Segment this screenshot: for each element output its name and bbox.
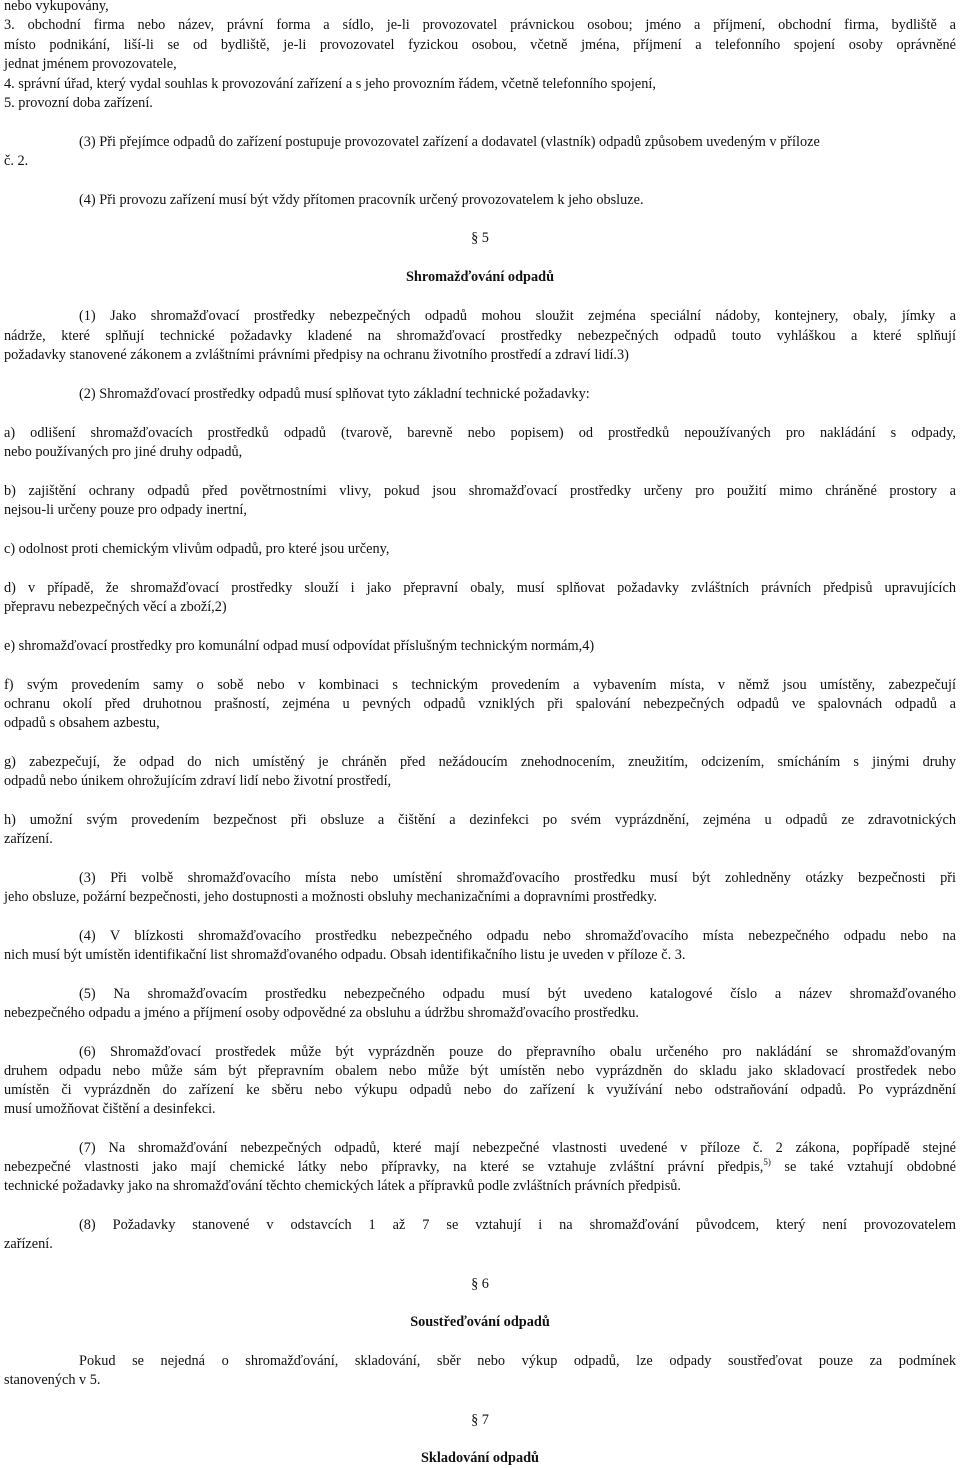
paragraph-line: (4) Při provozu zařízení musí být vždy přítomen pracovník určený provozovatelem k jeho obsluze. xyxy=(79,192,644,208)
list-item-line: g) zabezpečují, že odpad do nich umístěný je chráněn před nežádoucím znehodnocením, zneužitím, odcizením, smícháním s jinými druhy xyxy=(4,754,956,770)
paragraph-line: jeho obsluze, požární bezpečnosti, jeho dostupnosti a možnosti obsluhy mechanizačními a dopravními prostředky. xyxy=(4,889,658,905)
list-item-line: ochranu okolí před druhotnou prašností, zejména u pevných odpadů vzniklých při spalování nebezpečných odpadů ve spalovnách odpadů a xyxy=(4,696,956,712)
list-item-line: odpadů nebo únikem ohrožujícím zdraví lidí nebo životní prostředí, xyxy=(4,773,392,789)
list-line: jednat jménem provozovatele, xyxy=(4,56,177,72)
paragraph-line: požadavky stanovené zákonem a zvláštními právními předpisy na ochranu životního prostředí a zdraví lidí.3) xyxy=(4,347,629,363)
paragraph-line: (4) V blízkosti shromažďovacího prostředku nebezpečného odpadu nebo shromažďovacího místa nebezpečného odpadu nebo na xyxy=(79,928,956,944)
paragraph-line: nich musí být umístěn identifikační list shromažďovaného odpadu. Obsah identifikačního listu je uveden v příloze č. 3. xyxy=(4,947,686,963)
section-title: Skladování odpadů xyxy=(420,1450,540,1466)
list-item-line: a) odlišení shromažďovacích prostředků odpadů (tvarově, barevně nebo popisem) od prostředků nepoužívaných pro nakládání s odpady, xyxy=(4,425,956,441)
paragraph-line: stanovených v 5. xyxy=(4,1372,101,1388)
paragraph-line xyxy=(4,1158,956,1177)
paragraph-line: (3) Při volbě shromažďovacího místa nebo umístění shromažďovacího prostředku musí být zohledněny otázky bezpečnosti při xyxy=(79,870,956,886)
section-number: § 5 xyxy=(471,230,489,246)
list-item-line: c) odolnost proti chemickým vlivům odpadů, pro které jsou určeny, xyxy=(4,541,390,557)
paragraph-line: (7) Na shromažďování nebezpečných odpadů, které mají nebezpečné vlastnosti uvedené v příloze č. 2 zákona, popřípadě stejné xyxy=(79,1140,956,1156)
list-item-line: přepravu nebezpečných věcí a zboží,2) xyxy=(4,599,227,615)
list-item-line: e) shromažďovací prostředky pro komunální odpad musí odpovídat příslušným technickým normám,4) xyxy=(4,638,595,654)
paragraph-line: nádrže, které splňují technické požadavky kladené na shromažďovací prostředky nebezpečných odpadů touto vyhláškou a které splňují xyxy=(4,328,956,344)
paragraph-line: druhem odpadu nebo může sám být přepravním obalem nebo může být umístěn nebo vyprázdněn do skladu jako skladovací prostředek nebo xyxy=(4,1063,956,1079)
list-line: nebo vykupovány, xyxy=(4,0,109,14)
paragraph-text: se také vztahují obdobné xyxy=(770,1159,956,1175)
paragraph-line: č. 2. xyxy=(4,153,29,169)
section-number: § 7 xyxy=(471,1412,489,1428)
list-item-line: b) zajištění ochrany odpadů před povětrnostními vlivy, pokud jsou shromažďovací prostředky určeny pro použití mimo chráněné prostory a xyxy=(4,483,956,499)
paragraph-line: (5) Na shromažďovacím prostředku nebezpečného odpadu musí být uvedeno katalogové číslo a název shromažďovaného xyxy=(79,986,956,1002)
list-item-line: nebo používaných pro jiné druhy odpadů, xyxy=(4,444,243,460)
paragraph-line: Pokud se nejedná o shromažďování, skladování, sběr nebo výkup odpadů, lze odpady soustřeďovat pouze za podmínek xyxy=(79,1353,956,1369)
paragraph-line: (2) Shromažďovací prostředky odpadů musí splňovat tyto základní technické požadavky: xyxy=(79,386,590,402)
list-item-line: h) umožní svým provedením bezpečnost při obsluze a čištění a dezinfekci po svém vyprázdnění, zejména u odpadů ze zdravotnických xyxy=(4,812,956,828)
section-title: Shromažďování odpadů xyxy=(405,269,555,285)
list-item-line: nejsou-li určeny pouze pro odpady inertní, xyxy=(4,502,247,518)
list-line: 4. správní úřad, který vydal souhlas k provozování zařízení a s jeho provozním řádem, včetně telefonního spojení, xyxy=(4,76,656,92)
paragraph-line: (3) Při přejímce odpadů do zařízení postupuje provozovatel zařízení a dodavatel (vlastník) odpadů způsobem uvedeným v příloze xyxy=(79,134,820,150)
footnote-ref: 5) xyxy=(763,1157,771,1168)
list-item-line: f) svým provedením samy o sobě nebo v kombinaci s technickým provedením a vybavením místa, v němž jsou umístěny, zabezpečují xyxy=(4,677,956,693)
paragraph-line: nebezpečného odpadu a jméno a příjmení osoby odpovědné za obsluhu a údržbu shromažďovacího prostředku. xyxy=(4,1005,639,1021)
list-item-line: zařízení. xyxy=(4,831,53,847)
list-item-line: d) v případě, že shromažďovací prostředky slouží i jako přepravní obaly, musí splňovat požadavky zvláštních právních předpisů upravujících xyxy=(4,580,956,596)
list-line: 3. obchodní firma nebo název, právní forma a sídlo, je-li provozovatel právnickou osobou; jméno a příjmení, obchodní firma, bydliště a xyxy=(4,17,956,33)
paragraph-line: (6) Shromažďovací prostředek může být vyprázdněn pouze do přepravního obalu určeného pro nakládání se shromažďovaným xyxy=(79,1044,956,1060)
paragraph-line: (1) Jako shromažďovací prostředky nebezpečných odpadů mohou sloužit zejména speciální nádoby, kontejnery, obaly, jímky a xyxy=(79,308,956,324)
paragraph-line: (8) Požadavky stanovené v odstavcích 1 až 7 se vztahují i na shromažďování původcem, který není provozovatelem xyxy=(79,1217,956,1233)
paragraph-line: zařízení. xyxy=(4,1236,53,1252)
paragraph-line: umístěn či vyprázdněn do zařízení ke sběru nebo výkupu odpadů nebo do zařízení k využívání nebo odstraňování odpadů. Po vyprázdnění xyxy=(4,1082,956,1098)
list-line: místo podnikání, liší-li se od bydliště, je-li provozovatel fyzickou osobou, včetně jména, příjmení a telefonního spojení osoby oprávněné xyxy=(4,37,956,53)
list-item-line: odpadů s obsahem azbestu, xyxy=(4,715,160,731)
paragraph-text: nebezpečné vlastnosti jako mají chemické látky nebo přípravky, na které se vztahuje zvláštní právní předpis, xyxy=(4,1159,764,1175)
paragraph-line: musí umožňovat čištění a desinfekci. xyxy=(4,1101,216,1117)
paragraph-line: technické požadavky jako na shromažďování těchto chemických látek a přípravků podle zvláštních právních předpisů. xyxy=(4,1178,681,1194)
section-number: § 6 xyxy=(471,1276,489,1292)
section-title: Soustřeďování odpadů xyxy=(410,1314,550,1330)
list-line: 5. provozní doba zařízení. xyxy=(4,95,153,111)
